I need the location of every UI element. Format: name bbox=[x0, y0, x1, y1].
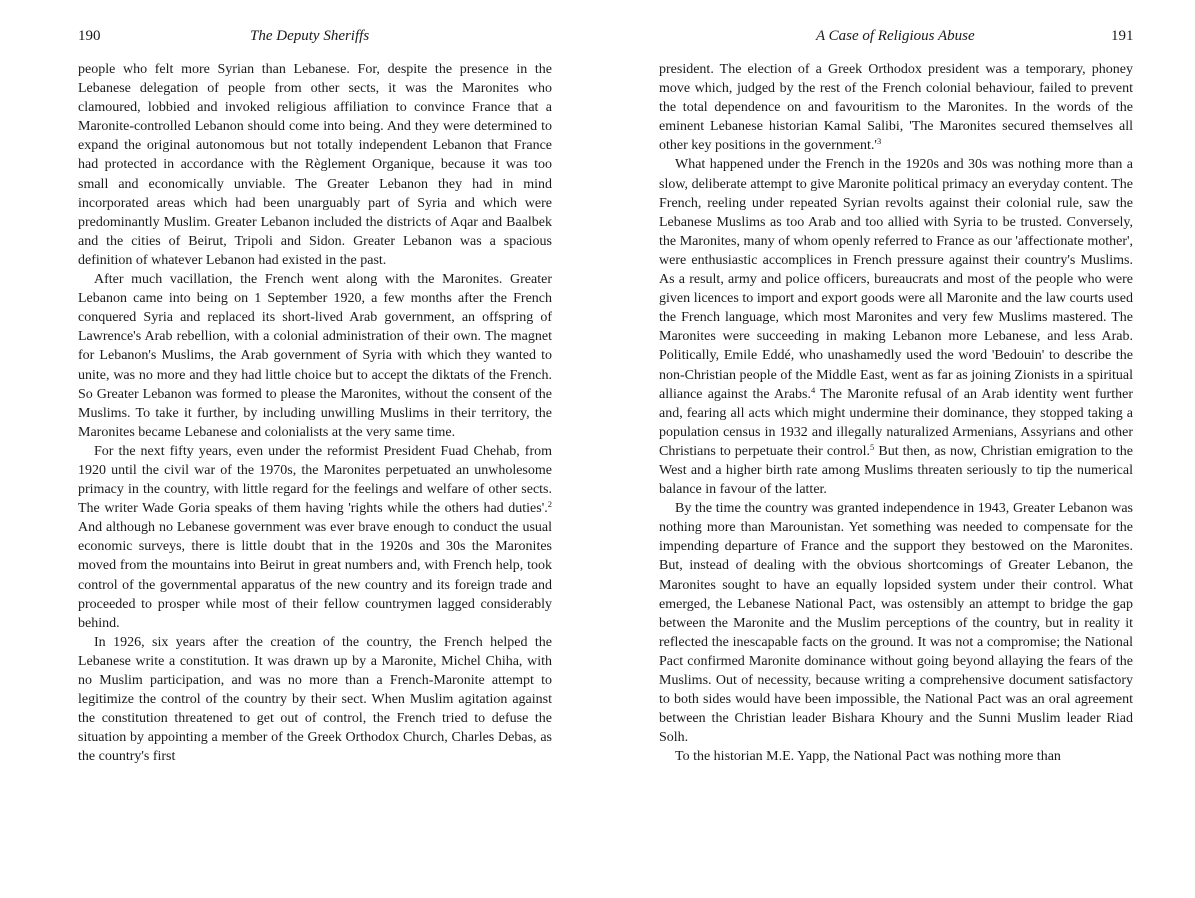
paragraph-text: president. The election of a Greek Orthodox president was a temporary, phoney move which, judged by the rest of the French colonial behaviour, failed to prevent the total dependence on and favouritism to the Maronites. In the words of the eminent Lebanese historian Kamal Salibi, 'The Maronites secured themselves all other key positions in the government.' bbox=[659, 62, 1133, 154]
paragraph: people who felt more Syrian than Lebanese. For, despite the presence in the Lebanese delegation of people from other sects, it was the Maronites who clamoured, lobbied and invoked religious affiliation to convince France that a Maronite-controlled Lebanon should come into being. And they were determined to expand the original autonomous but not totally independent Lebanon that France had protected in accordance with the Règlement Organique, because it was too small and economically unviable. The Greater Lebanon they had in mind incorporated areas which had been unarguably part of Syria and which were predominantly Muslim. Greater Lebanon included the districts of Aqar and Baalbek and the cities of Beirut, Tripoli and Sidon. Greater Lebanon was a spacious definition of whatever Lebanon had existed in the past. bbox=[78, 62, 552, 268]
paragraph: By the time the country was granted independence in 1943, Greater Lebanon was nothing more than Marounistan. Yet something was needed to compensate for the impending departure of France and the support they bestowed on the Maronites. But, instead of dealing with the obvious shortcomings of Greater Lebanon, the Maronites sought to have an equally lopsided system under their control. What emerged, the Lebanese National Pact, was ostensibly an attempt to bridge the gap between the Maronite and the Muslim perceptions of the country, but in reality it reflected the inescapable facts on the ground. It was not a compromise; the National Pact confirmed Maronite dominance without going beyond allaying the fears of the Muslims. Out of necessity, because writing a comprehensive document satisfactory to both sides would have been impossible, the National Pact was an oral agreement between the Christian leader Bishara Khoury and the Sunni Muslim leader Riad Solh. bbox=[659, 501, 1133, 746]
paragraph: In 1926, six years after the creation of the country, the French helped the Lebanese write a constitution. It was drawn up by a Maronite, Michel Chiha, with no Muslim participation, and was no more than a French-Maronite attempt to legitimize the control of the country by their sect. When Muslim agitation against the constitution threatened to get out of control, the French tried to defuse the situation by appointing a member of the Greek Orthodox Church, Charles Debas, as the country's first bbox=[78, 634, 552, 765]
page-number: 191 bbox=[1111, 28, 1134, 44]
footnote-marker: 3 bbox=[876, 136, 882, 147]
paragraph-text: But then, as now, Christian emigration to the West and a higher birth rate among Muslims threaten seriously to tip the numerical balance in favour of the latter. bbox=[659, 443, 1133, 498]
page-number: 190 bbox=[78, 28, 101, 44]
running-head: The Deputy Sheriffs bbox=[250, 28, 370, 44]
footnote-marker: 2 bbox=[547, 499, 552, 510]
paragraph bbox=[78, 442, 552, 633]
paragraph-text: The Maronite refusal of an Arab identity went further and, fearing all acts which might undermine their dominance, they stopped taking a population census in 1932 and illegally naturalized Armenians, Assyrians and other Christians to perpetuate their control. bbox=[659, 386, 1133, 459]
footnote-marker: 5 bbox=[870, 441, 875, 452]
paragraph-text: For the next fifty years, even under the reformist President Fuad Chehab, from 1920 until the civil war of the 1970s, the Maronites perpetuated an unwholesome primacy in the country, with little regard for the feelings and welfare of other sects. The writer Wade Goria speaks of them having 'rights while the others had duties'. bbox=[78, 443, 552, 517]
paragraph: To the historian M.E. Yapp, the National Pact was nothing more than bbox=[675, 749, 1061, 765]
body-text bbox=[78, 60, 552, 766]
paragraph bbox=[659, 155, 1133, 499]
running-head: A Case of Religious Abuse bbox=[816, 28, 975, 44]
body-text bbox=[659, 60, 1133, 766]
paragraph bbox=[659, 60, 1133, 155]
paragraph-text: And although no Lebanese government was ever brave enough to conduct the usual economic surveys, there is little doubt that in the 1920s and 30s the Maronites moved from the mountains into Beirut in great numbers and, with French help, took control of the governmental apparatus of the new country and its foreign trade and proceeded to prosper while most of their fellow countrymen lagged considerably behind. bbox=[78, 520, 552, 631]
paragraph: After much vacillation, the French went along with the Maronites. Greater Lebanon came into being on 1 September 1920, a few months after the French conquered Syria and replaced its short-lived Arab government, an offspring of Lawrence's Arab rebellion, with a colonial administration of their own. The magnet for Lebanon's Muslims, the Arab government of Syria with which they wanted to unite, was no more and they had little choice but to accept the diktats of the French. So Greater Lebanon was formed to please the Maronites, without the consent of the Muslims. To take it further, by including unwilling Muslims in their territory, the Maronites became Lebanese and colonialists at the very same time. bbox=[78, 272, 552, 440]
paragraph-text: What happened under the French in the 1920s and 30s was nothing more than a slow, deliberate attempt to give Maronite political primacy an everyday content. The French, reeling under repeated Syrian revolts against their colonial rule, saw the Lebanese Muslims as too Arab and too allied with Syria to be trusted. Conversely, the Maronites, many of whom openly referred to France as our 'affectionate mother', were enthusiastic accomplices in French pressure against their country's Muslims. As a result, army and police officers, bureaucrats and most of the people who were given licences to import and export goods were all Maronite and the law courts used the French language, which most Maronites and very few Muslims mastered. The Maronites were succeeding in making Lebanon more Lebanese, and less Arab. Politically, Emile Eddé, who unashamedly used the word 'Bedouin' to describe the non-Christian people of the Middle East, went as far as joining Zionists in a spiritual alliance against the Arabs. bbox=[659, 157, 1133, 402]
right-page bbox=[598, 0, 1195, 898]
footnote-marker: 4 bbox=[811, 384, 816, 395]
